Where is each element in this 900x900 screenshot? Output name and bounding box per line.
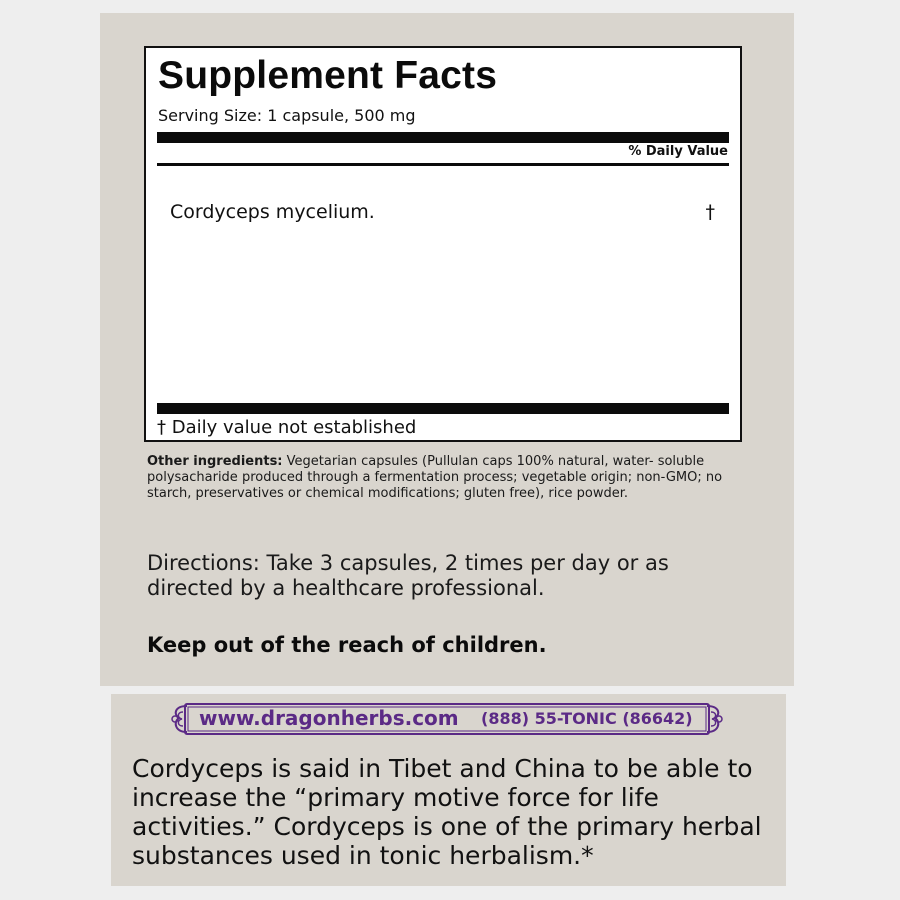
contact-banner	[169, 700, 725, 738]
website-link[interactable]: www.dragonherbs.com	[199, 706, 459, 730]
daily-value-footnote: † Daily value not established	[157, 417, 417, 438]
facts-title: Supplement Facts	[158, 54, 498, 97]
directions: Directions: Take 3 capsules, 2 times per day or as directed by a healthcare professional.	[147, 551, 669, 600]
divider-thick-top	[157, 132, 729, 143]
ingredient-name: Cordyceps mycelium.	[170, 201, 375, 223]
daily-value-header: % Daily Value	[628, 144, 728, 159]
divider-thick-bottom	[157, 403, 729, 414]
other-ingredients-text: Vegetarian capsules (Pullulan caps 100% natural, water- soluble polysacharide produced through a fermentation process; vegetable origin; non-GMO; no starch, preservatives or chemical modifications; gluten free), rice powder.	[147, 454, 723, 501]
other-ingredients-label: Other ingredients:	[147, 454, 283, 469]
supplement-facts-box	[144, 46, 742, 442]
product-claim: Cordyceps is said in Tibet and China to be able to increase the “primary motive force for life activities.” Cordyceps is one of the primary herbal substances used in tonic herbalism.*	[132, 754, 762, 870]
other-ingredients	[147, 454, 752, 502]
child-warning: Keep out of the reach of children.	[147, 633, 547, 657]
label-panel-bottom	[111, 694, 786, 886]
serving-size: Serving Size: 1 capsule, 500 mg	[158, 106, 416, 125]
label-panel-top	[100, 13, 794, 686]
ingredient-daily-value: †	[705, 201, 715, 223]
divider-thin	[157, 163, 729, 166]
phone-number: (888) 55-TONIC (86642)	[481, 709, 693, 728]
